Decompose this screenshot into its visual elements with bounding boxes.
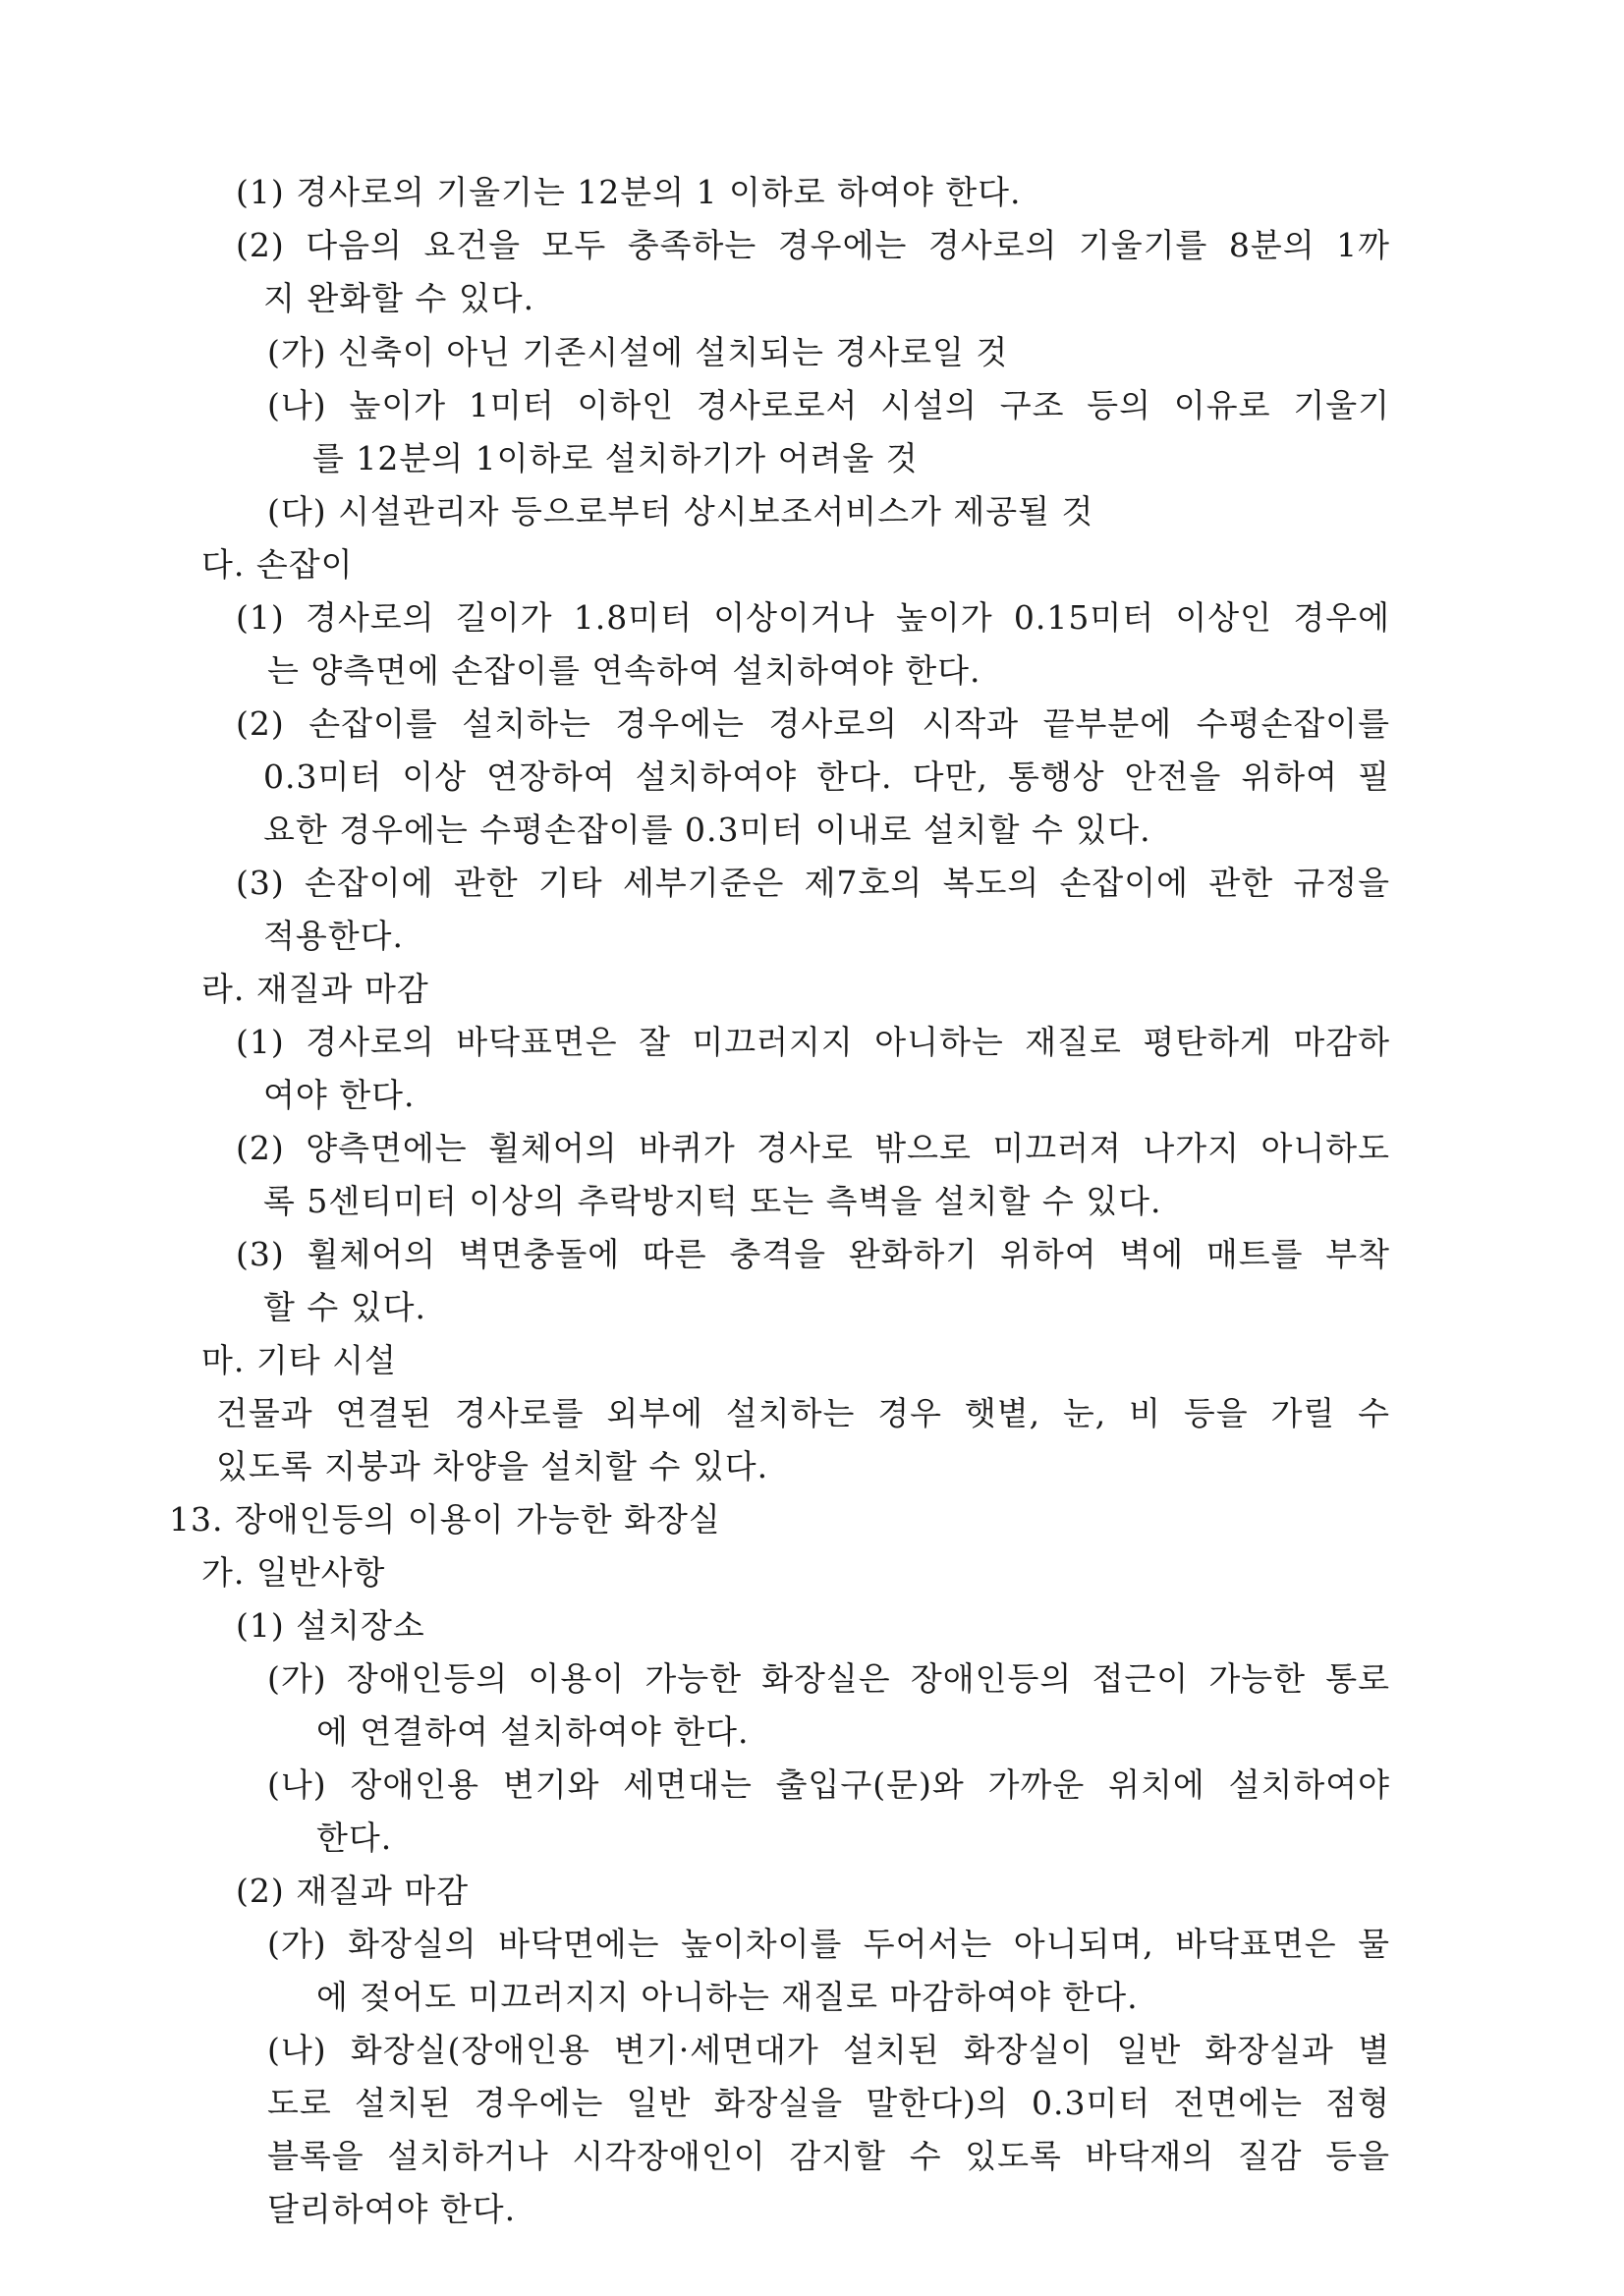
text-line: 달리하여야 한다. (267, 2190, 517, 2228)
section-heading: 마. 기타 시설 (201, 1341, 397, 1379)
text-line: 0.3미터 이상 연장하여 설치하여야 한다. 다만, 통행상 안전을 위하여 필 (263, 757, 1390, 796)
text-line: (1) 경사로의 길이가 1.8미터 이상이거나 높이가 0.15미터 이상인 경우에 (236, 598, 1390, 637)
text-line: 지 완화할 수 있다. (263, 279, 535, 317)
text-line: 할 수 있다. (263, 1288, 426, 1326)
text-line: 를 12분의 1이하로 설치하기가 어려울 것 (312, 439, 919, 477)
text-line: 도로 설치된 경우에는 일반 화장실을 말한다)의 0.3미터 전면에는 점형 (267, 2084, 1390, 2122)
text-line: (가) 신축이 아닌 기존시설에 설치되는 경사로일 것 (267, 333, 1009, 371)
text-line: 에 연결하여 설치하여야 한다. (316, 1712, 750, 1751)
text-line: 건물과 연결된 경사로를 외부에 설치하는 경우 햇볕, 눈, 비 등을 가릴 수 (216, 1394, 1390, 1432)
subsection-heading: (1) 설치장소 (236, 1606, 425, 1645)
text-line: (2) 다음의 요건을 모두 충족하는 경우에는 경사로의 기울기를 8분의 1까 (236, 226, 1390, 264)
text-line: (2) 양측면에는 휠체어의 바퀴가 경사로 밖으로 미끄러져 나가지 아니하도 (236, 1129, 1390, 1167)
subsection-heading: (2) 재질과 마감 (236, 1872, 470, 1910)
chapter-heading: 13. 장애인등의 이용이 가능한 화장실 (169, 1500, 721, 1539)
text-line: 적용한다. (263, 917, 405, 955)
section-heading: 다. 손잡이 (201, 545, 354, 584)
text-line: (가) 화장실의 바닥면에는 높이차이를 두어서는 아니되며, 바닥표면은 물 (267, 1925, 1390, 1963)
text-line: (2) 손잡이를 설치하는 경우에는 경사로의 시작과 끝부분에 수평손잡이를 (236, 704, 1390, 743)
text-line: (다) 시설관리자 등으로부터 상시보조서비스가 제공될 것 (267, 492, 1094, 531)
text-line: (가) 장애인등의 이용이 가능한 화장실은 장애인등의 접근이 가능한 통로 (267, 1659, 1390, 1698)
text-line: (1) 경사로의 기울기는 12분의 1 이하로 하여야 한다. (236, 173, 1022, 211)
text-line: 요한 경우에는 수평손잡이를 0.3미터 이내로 설치할 수 있다. (263, 811, 1151, 849)
text-line: 에 젖어도 미끄러지지 아니하는 재질로 마감하여야 한다. (316, 1978, 1139, 2016)
text-line: 있도록 지붕과 차양을 설치할 수 있다. (216, 1447, 769, 1485)
text-line: (1) 경사로의 바닥표면은 잘 미끄러지지 아니하는 재질로 평탄하게 마감하 (236, 1023, 1390, 1061)
text-line: 여야 한다. (263, 1076, 416, 1114)
text-line: 는 양측면에 손잡이를 연속하여 설치하여야 한다. (267, 651, 981, 690)
text-line: (나) 장애인용 변기와 세면대는 출입구(문)와 가까운 위치에 설치하여야 (267, 1765, 1390, 1804)
text-line: (나) 화장실(장애인용 변기·세면대가 설치된 화장실이 일반 화장실과 별 (267, 2031, 1390, 2069)
text-line: (3) 손잡이에 관한 기타 세부기준은 제7호의 복도의 손잡이에 관한 규정을 (236, 864, 1390, 902)
text-line: 록 5센티미터 이상의 추락방지턱 또는 측벽을 설치할 수 있다. (263, 1182, 1162, 1220)
section-heading: 가. 일반사항 (201, 1553, 386, 1592)
text-line: (나) 높이가 1미터 이하인 경사로로서 시설의 구조 등의 이유로 기울기 (267, 386, 1390, 424)
text-line: (3) 휠체어의 벽면충돌에 따른 충격을 완화하기 위하여 벽에 매트를 부착 (236, 1235, 1390, 1273)
section-heading: 라. 재질과 마감 (201, 970, 429, 1008)
text-line: 블록을 설치하거나 시각장애인이 감지할 수 있도록 바닥재의 질감 등을 (267, 2137, 1390, 2175)
text-line: 한다. (316, 1819, 393, 1857)
